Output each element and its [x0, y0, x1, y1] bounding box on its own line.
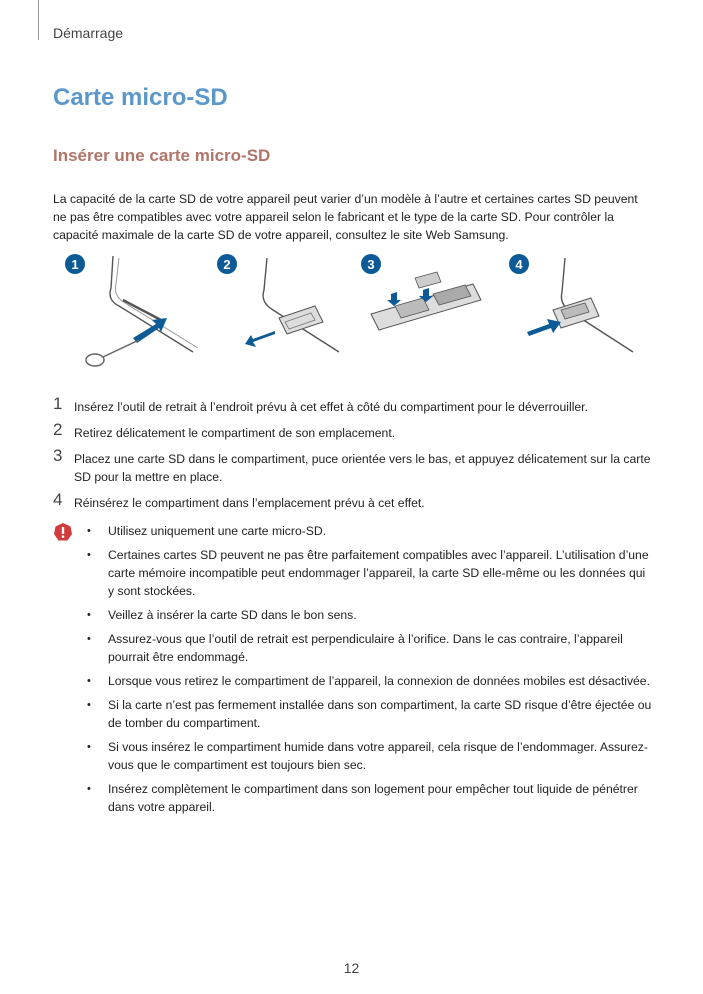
caution-item — [87, 522, 653, 540]
panel-2 — [217, 254, 339, 352]
caution-item — [87, 606, 653, 624]
caution-block — [53, 522, 653, 822]
caution-list — [87, 522, 653, 816]
caution-text: Si la carte n’est pas fermement installée dans son compartiment, la carte SD risque d’être éjectée ou de tomber du compartiment. — [108, 698, 652, 730]
panel-3 — [361, 254, 481, 330]
caution-text: Lorsque vous retirez le compartiment de l’appareil, la connexion de données mobiles est désactivée. — [108, 674, 650, 688]
caution-text: Insérez complètement le compartiment dans son logement pour empêcher tout liquide de pénétrer dans votre appareil. — [108, 782, 638, 814]
caution-item — [87, 630, 653, 666]
section-header: Démarrage — [53, 25, 124, 41]
steps-list — [53, 394, 653, 520]
press-arrow-3a — [387, 292, 401, 306]
step-number: 4 — [53, 490, 63, 509]
caution-item — [87, 780, 653, 816]
badge-3-label: 3 — [367, 257, 375, 272]
step-item — [53, 394, 653, 416]
panel-1 — [65, 254, 198, 366]
caution-text: Veillez à insérer la carte SD dans le bon sens. — [108, 608, 357, 622]
tray-2 — [279, 306, 323, 334]
bullet-dot: • — [87, 783, 91, 795]
caution-text: Utilisez uniquement une carte micro-SD. — [108, 524, 327, 538]
caution-text: Si vous insérez le compartiment humide dans votre appareil, cela risque de l’endommager. Assurez-vous que le compartiment est toujours bien sec. — [108, 740, 648, 772]
step-text: Placez une carte SD dans le compartiment, puce orientée vers le bas, et appuyez délicatement sur la carte SD pour la mettre en place. — [74, 452, 651, 484]
sd-card-3 — [415, 272, 441, 288]
badge-1-label: 1 — [71, 257, 79, 272]
step-item — [53, 420, 653, 442]
bullet-dot: • — [87, 525, 91, 537]
section-subtitle: Insérer une carte micro-SD — [53, 146, 271, 165]
bullet-dot: • — [87, 633, 91, 645]
step-item — [53, 490, 653, 512]
step-number: 1 — [53, 394, 63, 413]
page-number: 12 — [343, 960, 360, 976]
caution-icon — [53, 522, 73, 542]
step-text: Retirez délicatement le compartiment de son emplacement. — [74, 426, 396, 440]
pull-arrow-2 — [245, 331, 275, 347]
step-number: 2 — [53, 420, 63, 439]
insert-arrow-1 — [133, 318, 167, 343]
caution-item — [87, 738, 653, 774]
bullet-dot: • — [87, 699, 91, 711]
step-number: 3 — [53, 446, 63, 465]
page-title: Carte micro-SD — [53, 84, 228, 111]
badge-2-label: 2 — [223, 257, 231, 272]
caution-item — [87, 696, 653, 732]
phone-outline-2 — [263, 258, 339, 352]
caution-item — [87, 546, 653, 600]
caution-item — [87, 672, 653, 690]
tray-slot-1 — [123, 300, 161, 320]
ejection-pin-loop — [86, 354, 104, 366]
panel-4 — [509, 254, 633, 352]
bullet-dot: • — [87, 609, 91, 621]
step-item — [53, 446, 653, 486]
caution-text: Assurez-vous que l’outil de retrait est perpendiculaire à l’orifice. Dans le cas contraire, l’appareil pourrait être endommagé. — [108, 632, 623, 664]
badge-4-label: 4 — [515, 257, 523, 272]
step-text: Insérez l’outil de retrait à l’endroit prévu à cet effet à côté du compartiment pour le déverrouiller. — [74, 400, 588, 414]
insert-arrow-4 — [527, 319, 561, 336]
bullet-dot: • — [87, 675, 91, 687]
bullet-dot: • — [87, 549, 91, 561]
ejection-pin-shaft — [103, 340, 139, 357]
step-text: Réinsérez le compartiment dans l’emplacement prévu à cet effet. — [74, 496, 425, 510]
insertion-illustration — [53, 248, 653, 388]
side-rule — [38, 0, 39, 40]
bullet-dot: • — [87, 741, 91, 753]
intro-paragraph: La capacité de la carte SD de votre appareil peut varier d’un modèle à l’autre et certaines cartes SD peuvent ne pas être compatibles avec votre appareil selon le fabricant et le type de la carte SD. Pour contrôler la capacité maximale de la carte SD de votre appareil, consultez le site Web Samsung. — [53, 192, 638, 243]
caution-text: Certaines cartes SD peuvent ne pas être parfaitement compatibles avec l’appareil. L’utilisation d’une carte mémoire incompatible peut endommager l’appareil, la carte SD elle-même ou les données qui y sont stockées. — [108, 548, 649, 598]
